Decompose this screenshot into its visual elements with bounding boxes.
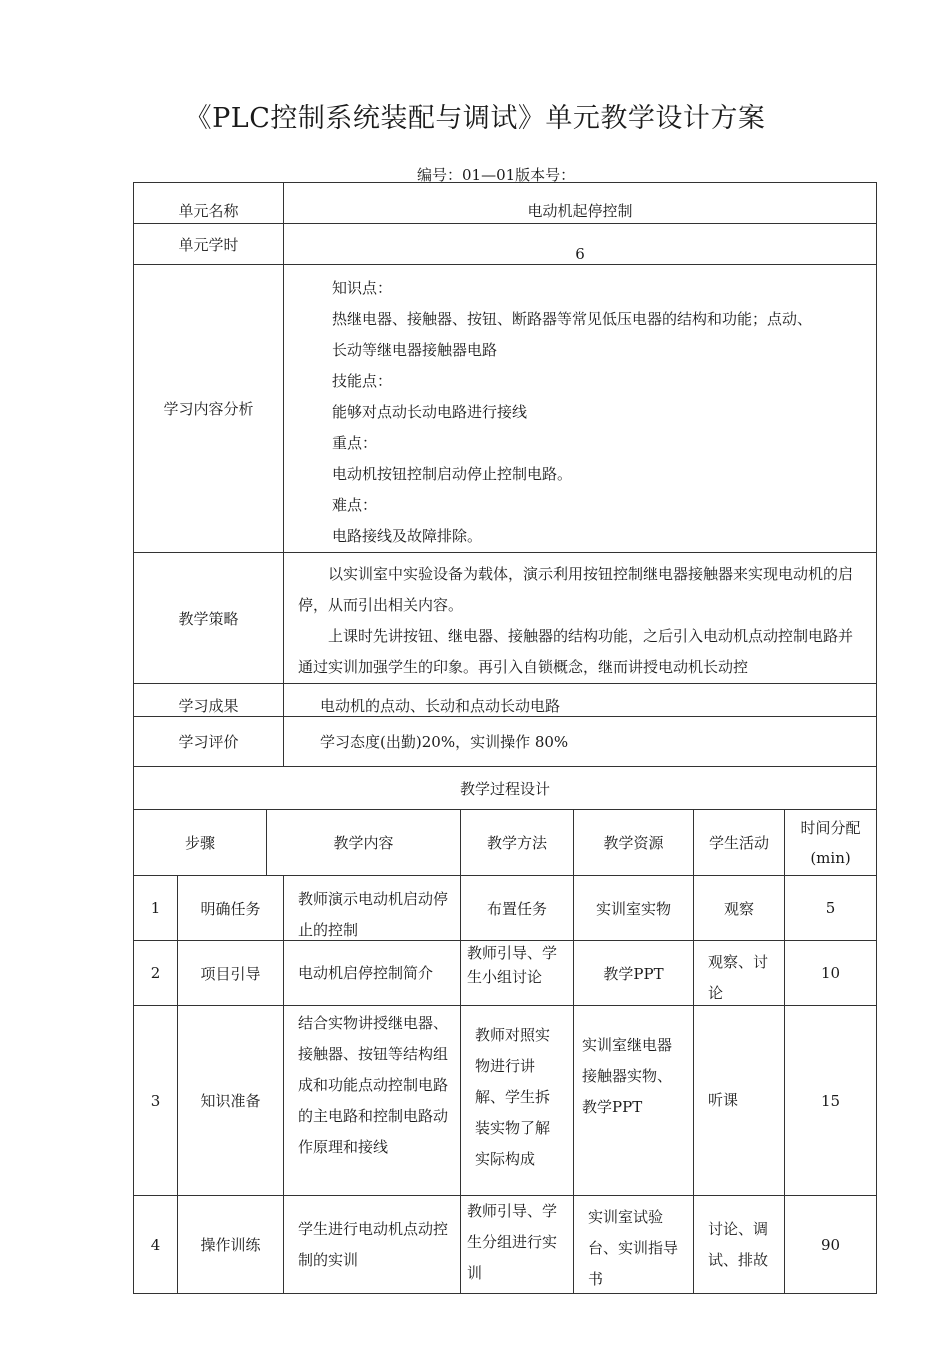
row-time: 90 (785, 1196, 877, 1294)
row-activity (694, 1006, 785, 1196)
outcome-label: 学习成果 (134, 684, 284, 717)
row-resource-text: 实训室试验台、实训指导书 (588, 1208, 679, 1288)
unit-hours-label: 单元学时 (134, 224, 284, 265)
analysis-line: 热继电器、接触器、按钮、断路器等常见低压电器的结构和功能；点动、 (332, 310, 813, 328)
analysis-line: 能够对点动长动电路进行接线 (332, 403, 528, 421)
header-content: 教学内容 (267, 810, 461, 876)
outcome-value: 电动机的点动、长动和点动长动电路 (284, 684, 877, 717)
row-step: 知识准备 (178, 1006, 284, 1196)
strategy-content (284, 553, 877, 684)
analysis-line: 电路接线及故障排除。 (332, 527, 483, 545)
row-time: 5 (785, 876, 877, 941)
row-step: 操作训练 (178, 1196, 284, 1294)
row-method-text: 教师引导、学生分组进行实训 (467, 1202, 558, 1282)
process-heading: 教学过程设计 (134, 767, 877, 810)
analysis-line: 重点： (332, 434, 378, 452)
row-step: 明确任务 (178, 876, 284, 941)
row-activity (694, 941, 785, 1006)
row-number: 4 (134, 1196, 178, 1294)
row-activity (694, 1196, 785, 1294)
row-method (461, 1196, 574, 1294)
analysis-line: 难点： (332, 496, 378, 514)
row-step: 项目引导 (178, 941, 284, 1006)
row-resource: 教学PPT (574, 941, 694, 1006)
row-method (461, 941, 574, 1006)
row-content (284, 876, 461, 941)
analysis-label: 学习内容分析 (134, 265, 284, 553)
analysis-line: 知识点： (332, 279, 393, 297)
header-resource: 教学资源 (574, 810, 694, 876)
header-method: 教学方法 (461, 810, 574, 876)
header-time: 时间分配(min) (785, 810, 877, 876)
header-step: 步骤 (134, 810, 267, 876)
strategy-paragraph-1: 以实训室中实验设备为载体，演示利用按钮控制继电器接触器来实现电动机的启停，从而引出相关内容。 (298, 565, 854, 614)
row-number: 2 (134, 941, 178, 1006)
analysis-line: 长动等继电器接触器电路 (332, 341, 498, 359)
row-resource: 实训室实物 (574, 876, 694, 941)
unit-name-label: 单元名称 (134, 183, 284, 224)
unit-hours-value: 6 (284, 224, 877, 265)
row-content (284, 1006, 461, 1196)
row-content-text: 结合实物讲授继电器、接触器、按钮等结构组成和功能点动控制电路的主电路和控制电路动作原理和接线 (298, 1014, 449, 1156)
unit-name-value: 电动机起停控制 (284, 183, 877, 224)
document-title: 《PLC控制系统装配与调试》单元教学设计方案 (184, 103, 766, 134)
row-number: 1 (134, 876, 178, 941)
strategy-label: 教学策略 (134, 553, 284, 684)
row-number: 3 (134, 1006, 178, 1196)
row-resource-text: 实训室继电器接触器实物、教学PPT (582, 1036, 673, 1116)
row-resource (574, 1006, 694, 1196)
evaluation-value: 学习态度(出勤)20%，实训操作 80% (284, 717, 877, 767)
row-method (461, 1006, 574, 1196)
row-activity-text: 观察、讨论 (708, 953, 769, 1002)
row-content-text: 教师演示电动机启动停止的控制 (298, 890, 449, 939)
row-time: 10 (785, 941, 877, 1006)
row-method-text: 教师对照实物进行讲解、学生拆装实物了解实际构成 (475, 1026, 551, 1168)
strategy-paragraph-2: 上课时先讲按钮、继电器、接触器的结构功能，之后引入电动机点动控制电路并通过实训加强学生的印象。再引入自锁概念，继而讲授电动机长动控 (298, 627, 854, 676)
row-time: 15 (785, 1006, 877, 1196)
row-content-text: 电动机启停控制简介 (298, 963, 434, 982)
row-resource (574, 1196, 694, 1294)
row-activity-text: 听课 (708, 1091, 739, 1109)
row-method-text: 教师引导、学生小组讨论 (467, 944, 558, 986)
evaluation-label: 学习评价 (134, 717, 284, 767)
row-content-text: 学生进行电动机点动控制的实训 (298, 1220, 449, 1269)
row-activity-text: 讨论、调试、排故 (708, 1220, 769, 1269)
header-activity: 学生活动 (694, 810, 785, 876)
row-content (284, 1196, 461, 1294)
unit-design-table (133, 182, 877, 1294)
row-method: 布置任务 (461, 876, 574, 941)
analysis-line: 电动机按钮控制启动停止控制电路。 (332, 465, 573, 483)
analysis-line: 技能点： (332, 372, 393, 390)
document-number: 编号：01—01版本号： (417, 166, 576, 184)
row-content (284, 941, 461, 1006)
row-activity: 观察 (694, 876, 785, 941)
analysis-content (284, 265, 877, 553)
